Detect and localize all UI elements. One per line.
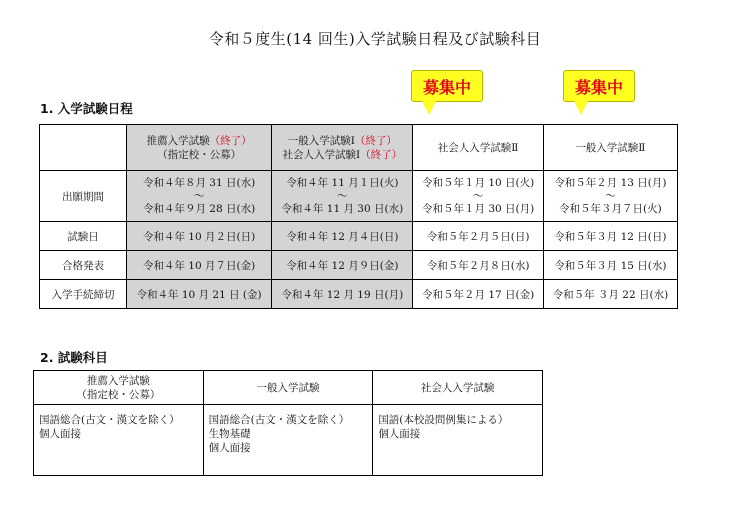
date-cell: 令和４年 12 月４日(日) xyxy=(272,222,413,251)
row-application-period xyxy=(40,171,678,222)
date-from: 令和４年８月 31 日(水) xyxy=(142,177,256,189)
row-result-announcement xyxy=(40,251,678,280)
date-range-tilde: 〜 xyxy=(193,190,205,202)
date-from: 令和５年２月 13 日(月) xyxy=(554,177,667,189)
period-cell xyxy=(272,171,413,222)
date-cell: 令和４年 12 月 19 日(月) xyxy=(272,280,413,309)
date-to: 令和４年 11 月 30 日(水) xyxy=(281,203,404,215)
date-cell: 令和５年 ３月 22 日(水) xyxy=(543,280,677,309)
date-to: 令和５年３月７日(火) xyxy=(559,203,662,215)
period-cell xyxy=(413,171,543,222)
date-range-tilde: 〜 xyxy=(605,190,616,202)
header-adult-2 xyxy=(413,125,543,171)
row-label: 合格発表 xyxy=(40,251,127,280)
subjects-header-adult xyxy=(373,371,543,405)
status-ended: （終了） xyxy=(360,148,403,161)
date-from: 令和４年 11 月１日(火) xyxy=(286,177,399,189)
section-heading-subjects: 2. 試験科目 xyxy=(40,350,108,365)
status-ended: （終了） xyxy=(354,134,397,147)
header-subtext: （指定校・公募） xyxy=(76,388,161,401)
row-label: 試験日 xyxy=(40,222,127,251)
header-text: 社会人入学試験Ⅰ xyxy=(282,148,361,161)
date-cell: 令和４年 10 月２日(日) xyxy=(127,222,272,251)
header-text: 推薦入学試験 xyxy=(86,374,150,387)
subject-item: 個人面接 xyxy=(39,428,81,440)
subject-item: 国語総合(古文・漢文を除く） xyxy=(39,414,180,426)
header-text: 一般入学試験Ⅱ xyxy=(575,142,646,154)
date-cell: 令和５年２月５日(日) xyxy=(413,222,543,251)
header-general-2 xyxy=(543,125,677,171)
header-text: 推薦入学試験 xyxy=(146,134,210,147)
date-cell: 令和４年 12 月９日(金) xyxy=(272,251,413,280)
row-label: 出願期間 xyxy=(40,171,127,222)
schedule-header-row xyxy=(40,125,678,171)
subject-item: 個人面接 xyxy=(378,428,421,440)
date-cell: 令和５年３月 12 日(日) xyxy=(543,222,677,251)
schedule-table xyxy=(39,124,678,309)
row-exam-date xyxy=(40,222,678,251)
header-text: 社会人入学試験 xyxy=(420,381,495,394)
status-ended: （終了） xyxy=(209,134,252,147)
date-cell: 令和５年２月 17 日(金) xyxy=(413,280,543,309)
callout-pointer xyxy=(422,101,436,115)
period-cell xyxy=(127,171,272,222)
header-subtext: （指定校・公募） xyxy=(157,148,242,161)
subject-item: 生物基礎 xyxy=(208,428,251,440)
callout-label: 募集中 xyxy=(422,77,471,97)
callout-label: 募集中 xyxy=(574,77,623,97)
date-to: 令和５年１月 30 日(月) xyxy=(422,203,535,215)
header-text: 一般入学試験Ⅰ xyxy=(287,134,355,147)
date-cell: 令和５年３月 15 日(水) xyxy=(543,251,677,280)
subjects-table xyxy=(33,370,543,476)
date-to: 令和４年９月 28 日(水) xyxy=(142,203,256,215)
date-cell: 令和４年 10 月７日(金) xyxy=(127,251,272,280)
subjects-header-general xyxy=(203,371,373,405)
date-cell: 令和５年２月８日(水) xyxy=(413,251,543,280)
header-text: 一般入学試験 xyxy=(256,381,320,394)
row-enrollment-deadline xyxy=(40,280,678,309)
page-title: 令和５度生(14 回生)入学試験日程及び試験科目 xyxy=(208,30,542,48)
subjects-cell-adult xyxy=(373,405,543,476)
date-range-tilde: 〜 xyxy=(472,190,484,202)
subject-item: 個人面接 xyxy=(208,442,251,454)
period-cell xyxy=(543,171,677,222)
header-corner xyxy=(40,125,127,171)
subjects-body-row xyxy=(34,405,543,476)
date-from: 令和５年１月 10 日(火) xyxy=(422,177,535,189)
subject-item: 国語総合(古文・漢文を除く） xyxy=(208,414,350,426)
header-recommendation xyxy=(127,125,272,171)
recruiting-callout-2 xyxy=(563,70,635,102)
subjects-cell-general xyxy=(203,405,373,476)
subjects-header-row xyxy=(34,371,543,405)
subject-item: 国語(本校設問例集による） xyxy=(378,414,509,426)
header-text: 社会人入学試験Ⅱ xyxy=(437,142,519,154)
date-range-tilde: 〜 xyxy=(337,190,348,202)
row-label: 入学手続締切 xyxy=(40,280,127,309)
date-cell: 令和４年 10 月 21 日 (金) xyxy=(127,280,272,309)
recruiting-callout-1 xyxy=(411,70,483,102)
section-heading-schedule: 1. 入学試験日程 xyxy=(40,101,133,116)
callout-pointer xyxy=(574,101,588,115)
subjects-cell-recommendation xyxy=(34,405,204,476)
header-general-1 xyxy=(272,125,413,171)
subjects-header-recommendation xyxy=(34,371,204,405)
